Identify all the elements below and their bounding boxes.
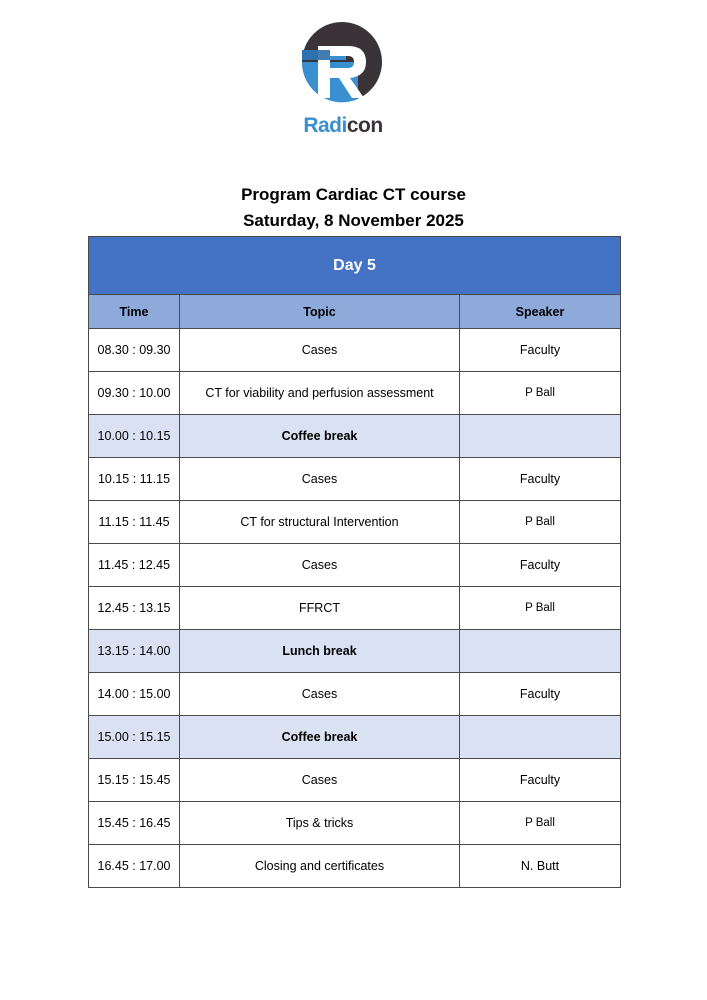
cell-topic: CT for structural Intervention [180, 501, 460, 544]
cell-time: 14.00 : 15.00 [89, 673, 180, 716]
table-row [89, 673, 621, 716]
cell-topic: FFRCT [180, 587, 460, 630]
day-header-row [89, 237, 621, 295]
cell-speaker: P Ball [460, 802, 621, 845]
cell-speaker: N. Butt [460, 845, 621, 888]
cell-speaker: P Ball [460, 501, 621, 544]
table-row [89, 458, 621, 501]
cell-time: 10.15 : 11.15 [89, 458, 180, 501]
cell-time: 09.30 : 10.00 [89, 372, 180, 415]
table-row [89, 329, 621, 372]
cell-time: 15.15 : 15.45 [89, 759, 180, 802]
column-header-time: Time [89, 295, 180, 329]
table-row [89, 802, 621, 845]
cell-topic: Cases [180, 759, 460, 802]
cell-speaker: Faculty [460, 458, 621, 501]
radicon-logo [296, 20, 390, 144]
cell-topic: Cases [180, 673, 460, 716]
cell-topic: CT for viability and perfusion assessment [180, 372, 460, 415]
program-title: Program Cardiac CT course [241, 185, 466, 204]
cell-topic: Tips & tricks [180, 802, 460, 845]
cell-topic: Cases [180, 458, 460, 501]
cell-time: 16.45 : 17.00 [89, 845, 180, 888]
table-row [89, 845, 621, 888]
cell-topic: Lunch break [180, 630, 460, 673]
table-row [89, 501, 621, 544]
column-header-topic: Topic [180, 295, 460, 329]
cell-time: 11.45 : 12.45 [89, 544, 180, 587]
cell-topic: Coffee break [180, 415, 460, 458]
cell-time: 08.30 : 09.30 [89, 329, 180, 372]
break-row [89, 415, 621, 458]
cell-topic: Cases [180, 329, 460, 372]
cell-speaker: P Ball [460, 372, 621, 415]
cell-time: 15.45 : 16.45 [89, 802, 180, 845]
cell-speaker: Faculty [460, 329, 621, 372]
cell-time: 12.45 : 13.15 [89, 587, 180, 630]
radicon-wordmark [296, 114, 390, 138]
cell-time: 13.15 : 14.00 [89, 630, 180, 673]
column-header-row [89, 295, 621, 329]
cell-speaker [460, 716, 621, 759]
cell-speaker: Faculty [460, 759, 621, 802]
wordmark-part-con: con [346, 114, 383, 137]
break-row [89, 630, 621, 673]
table-row [89, 759, 621, 802]
cell-speaker: P Ball [460, 587, 621, 630]
table-row [89, 587, 621, 630]
column-header-speaker: Speaker [460, 295, 621, 329]
cell-speaker: Faculty [460, 673, 621, 716]
break-row [89, 716, 621, 759]
cell-speaker [460, 630, 621, 673]
page-heading [0, 182, 707, 234]
schedule-table [88, 236, 621, 888]
radicon-emblem-icon [296, 20, 390, 110]
day-label: Day 5 [89, 237, 621, 295]
cell-time: 10.00 : 10.15 [89, 415, 180, 458]
cell-topic: Coffee break [180, 716, 460, 759]
cell-time: 11.15 : 11.45 [89, 501, 180, 544]
table-row [89, 372, 621, 415]
cell-speaker [460, 415, 621, 458]
cell-speaker: Faculty [460, 544, 621, 587]
cell-time: 15.00 : 15.15 [89, 716, 180, 759]
cell-topic: Cases [180, 544, 460, 587]
program-date: Saturday, 8 November 2025 [243, 211, 464, 230]
table-row [89, 544, 621, 587]
cell-topic: Closing and certificates [180, 845, 460, 888]
wordmark-part-radi: Radi [303, 114, 347, 137]
